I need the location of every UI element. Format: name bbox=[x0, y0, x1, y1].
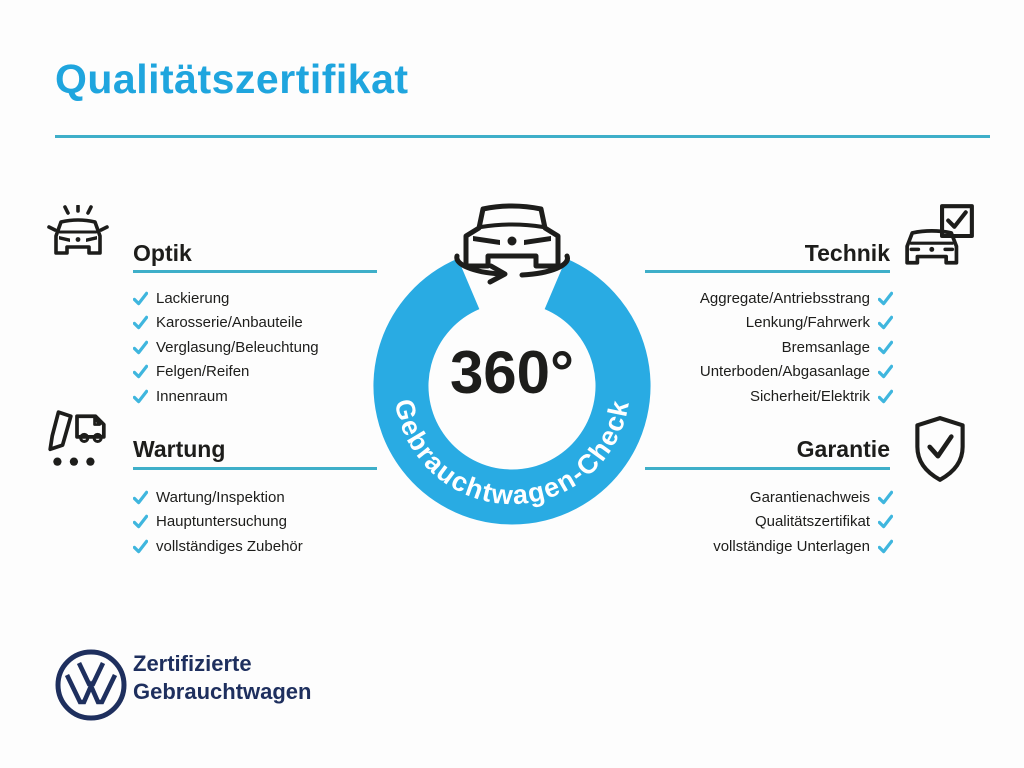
check-icon bbox=[878, 514, 893, 529]
list-item-label: vollständige Unterlagen bbox=[713, 537, 870, 555]
list-item-label: Verglasung/Beleuchtung bbox=[156, 338, 319, 356]
section-title-garantie: Garantie bbox=[796, 436, 890, 462]
section-rule-optik bbox=[133, 270, 377, 273]
check-icon bbox=[133, 364, 148, 379]
vw-logo bbox=[54, 648, 128, 722]
list-item-label: Lackierung bbox=[156, 289, 230, 307]
service-checklist-van-icon bbox=[44, 408, 110, 472]
list-item-label: Felgen/Reifen bbox=[156, 363, 250, 381]
wartung-item-list bbox=[133, 485, 303, 559]
list-item-label: Sicherheit/Elektrik bbox=[749, 387, 870, 405]
check-icon bbox=[878, 490, 893, 505]
list-item bbox=[133, 534, 303, 559]
list-item bbox=[133, 485, 303, 510]
check-icon bbox=[133, 490, 148, 505]
check-icon bbox=[878, 539, 893, 554]
list-item bbox=[700, 360, 893, 385]
section-rule-garantie bbox=[645, 467, 890, 470]
list-item bbox=[133, 360, 319, 385]
list-item-label: Qualitätszertifikat bbox=[754, 513, 870, 531]
list-item-label: Karosserie/Anbauteile bbox=[156, 314, 303, 332]
brand-line-1: Zertifizierte bbox=[133, 651, 252, 676]
list-item bbox=[750, 384, 893, 409]
car-checkbox-icon bbox=[903, 203, 977, 269]
list-item-label: Hauptuntersuchung bbox=[156, 513, 287, 531]
check-icon bbox=[878, 389, 893, 404]
section-rule-wartung bbox=[133, 467, 377, 470]
list-item bbox=[133, 335, 319, 360]
list-item bbox=[133, 384, 319, 409]
header-divider bbox=[55, 135, 990, 138]
check-icon bbox=[133, 340, 148, 355]
ring-label: Gebrauchtwagen-Check bbox=[388, 396, 636, 511]
check-icon bbox=[878, 364, 893, 379]
list-item bbox=[782, 335, 893, 360]
list-item bbox=[133, 311, 319, 336]
check-icon bbox=[878, 340, 893, 355]
check-icon bbox=[133, 539, 148, 554]
shiny-car-icon bbox=[46, 205, 110, 269]
list-item-label: vollständiges Zubehör bbox=[156, 537, 303, 555]
check-icon bbox=[878, 315, 893, 330]
degree-value: 360° bbox=[449, 339, 575, 406]
section-rule-technik bbox=[645, 270, 890, 273]
brand-text bbox=[133, 650, 311, 706]
check-icon bbox=[878, 291, 893, 306]
list-item bbox=[700, 286, 893, 311]
list-item-label: Innenraum bbox=[156, 387, 228, 405]
shield-check-icon bbox=[907, 414, 973, 486]
list-item-label: Bremsanlage bbox=[781, 338, 870, 356]
page-title: Qualitätszertifikat bbox=[55, 56, 409, 102]
360-check-badge bbox=[362, 186, 662, 536]
section-title-optik: Optik bbox=[133, 240, 192, 266]
check-icon bbox=[133, 514, 148, 529]
list-item bbox=[755, 510, 893, 535]
list-item-label: Unterboden/Abgasanlage bbox=[699, 363, 870, 381]
list-item bbox=[746, 311, 893, 336]
list-item bbox=[750, 485, 893, 510]
list-item bbox=[133, 286, 319, 311]
list-item-label: Aggregate/Antriebsstrang bbox=[699, 289, 870, 307]
list-item-label: Wartung/Inspektion bbox=[156, 488, 285, 506]
list-item bbox=[133, 510, 303, 535]
list-item-label: Garantienachweis bbox=[749, 488, 870, 506]
rotating-car-icon bbox=[457, 206, 568, 282]
optik-item-list bbox=[133, 286, 319, 409]
section-title-technik: Technik bbox=[804, 240, 890, 266]
brand-line-2: Gebrauchtwagen bbox=[133, 679, 312, 704]
section-title-wartung: Wartung bbox=[133, 436, 226, 462]
list-item-label: Lenkung/Fahrwerk bbox=[745, 314, 870, 332]
check-icon bbox=[133, 291, 148, 306]
check-icon bbox=[133, 389, 148, 404]
list-item bbox=[713, 534, 893, 559]
check-icon bbox=[133, 315, 148, 330]
